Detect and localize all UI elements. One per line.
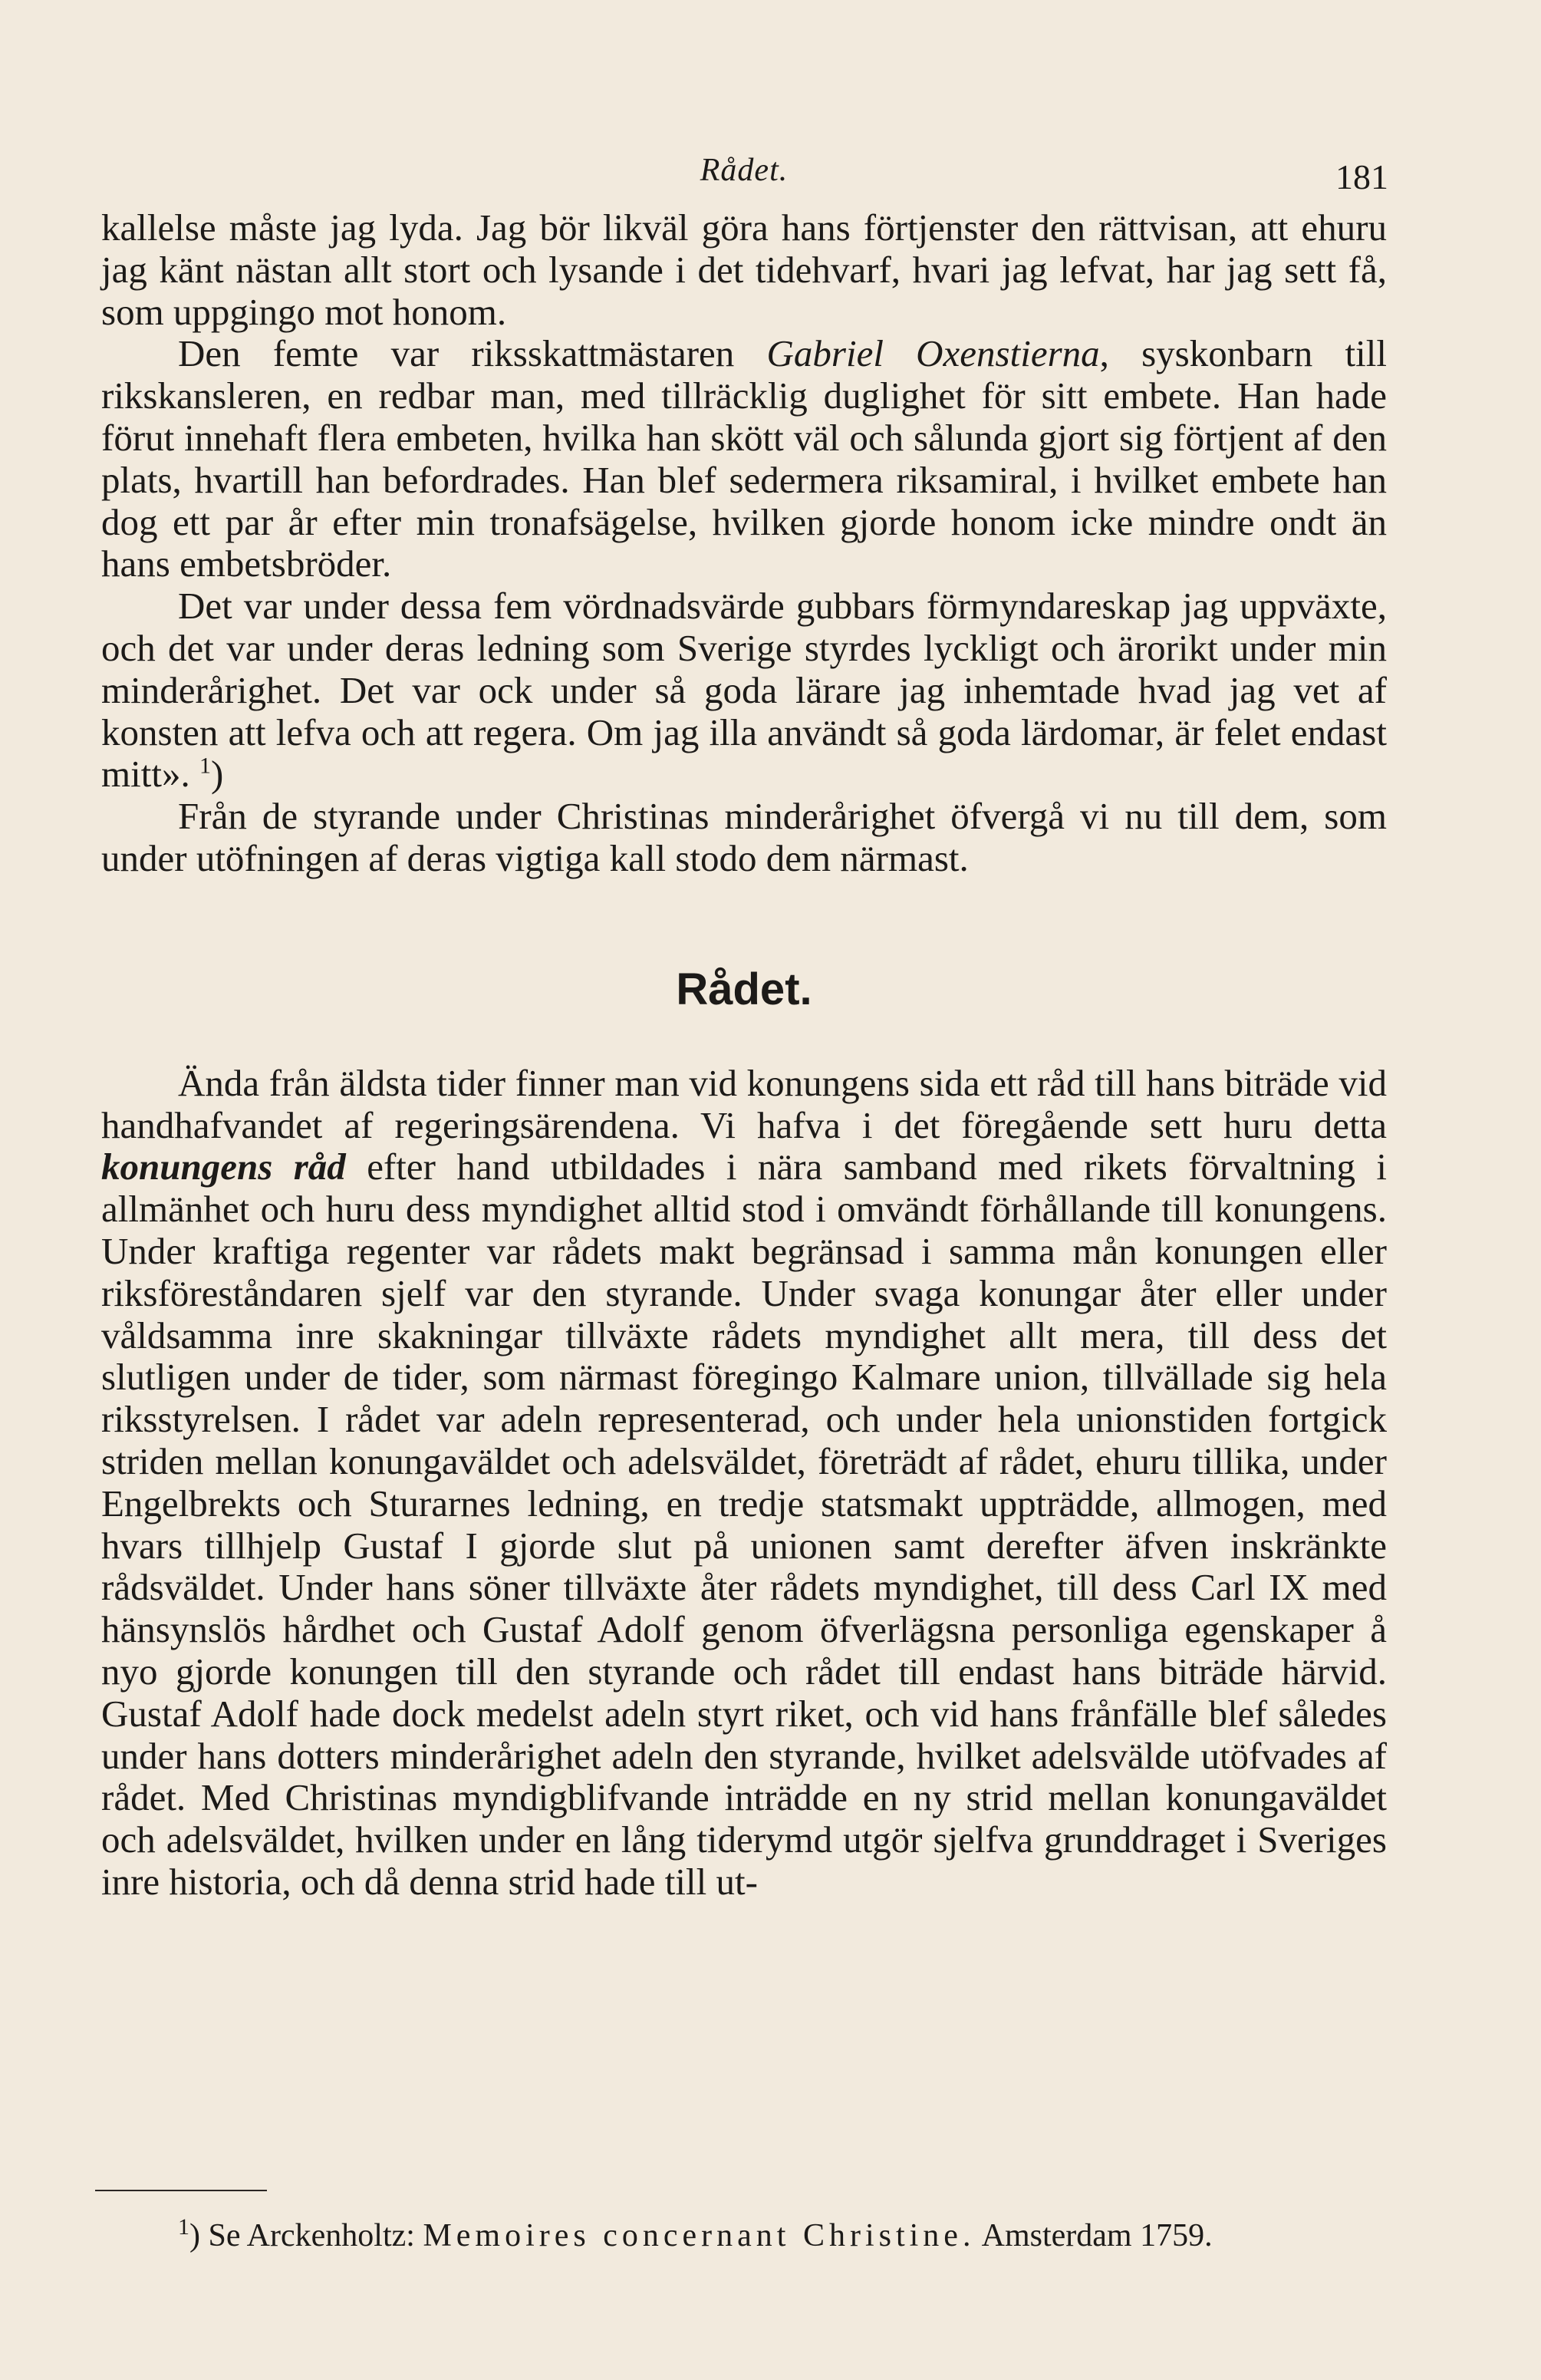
footnote-marker: 1 bbox=[178, 2214, 189, 2240]
paragraph-text: efter hand utbildades i nära samband med rikets förvaltning i allmänhet och huru dess myndighet alltid stod i omvändt förhållande till konungens. Under kraftiga regenter var rådets makt begränsad i samma mån konungen eller riksföreståndaren sjelf var den styrande. Under svaga konungar åter eller under våldsamma inre skakningar tillväxte rådets myndighet allt mera, till dess det slutligen under de tider, som närmast föregingo Kalmare union, tillvällade sig hela riksstyrelsen. I rådet var adeln representerad, och under hela unionstiden fortgick striden mellan konungaväldet och adelsväldet, företrädt af rådet, ehuru tillika, under Engelbrekts och Sturarnes ledning, en tredje statsmakt uppträdde, allmogen, med hvars tillhjelp Gustaf I gjorde slut på unionen samt derefter äfven inskränkte rådsväldet. Under hans söner tillväxte åter rådets myndighet, till dess Carl IX med hänsynslös hårdhet och Gustaf Adolf genom öfverlägsna personliga egenskaper å nyo gjorde konungen till den styrande och rådet till endast hans biträde härvid. Gustaf Adolf hade dock medelst adeln styrt riket, och vid hans frånfälle blef således under hans dotters minderårighet adeln den styrande, hvilket adelsvälde utöfvades af rådet. Med Christinas myndigblifvande inträdde en ny strid mellan konungaväldet och adelsväldet, hvilken under en lång tiderymd utgör sjelfva grunddraget i Sveriges inre historia, och då denna strid hade till ut- bbox=[101, 1145, 1387, 1903]
paragraph bbox=[101, 207, 1387, 333]
section-heading: Rådet. bbox=[676, 964, 812, 1014]
footnote-paren: ) bbox=[189, 2218, 200, 2253]
footnote bbox=[178, 2216, 1390, 2256]
footnote-rule bbox=[95, 2190, 267, 2191]
paragraphs-top bbox=[101, 207, 1387, 880]
footnote-suffix: Amsterdam 1759. bbox=[975, 2218, 1213, 2253]
paragraph-text: Från de styrande under Christinas minderårighet öfvergå vi nu till dem, som under utöfningen af deras vigtiga kall stodo dem närmast. bbox=[101, 795, 1387, 879]
footnote-title: Memoires concernant Christine. bbox=[423, 2218, 976, 2253]
paragraph-text: ) bbox=[210, 753, 224, 796]
paragraph bbox=[101, 796, 1387, 880]
emphasized-term: konungens råd bbox=[101, 1145, 346, 1188]
paragraph bbox=[101, 333, 1387, 585]
footnote-prefix: Se Arckenholtz: bbox=[208, 2218, 423, 2253]
paragraph-text: Den femte var riksskattmästaren bbox=[178, 332, 767, 375]
page-header bbox=[100, 146, 1388, 207]
paragraph bbox=[101, 1063, 1387, 1904]
paragraph-text: Ända från äldsta tider finner man vid konungens sida ett råd till hans biträde vid handhafvandet af regeringsärendena. Vi hafva i det föregående sett huru detta bbox=[101, 1061, 1387, 1146]
italic-name: Gabriel Oxenstierna bbox=[766, 332, 1100, 375]
paragraph-text: , syskonbarn till rikskansleren, en redbar man, med tillräcklig duglighet för sitt embete. Han hade förut innehaft flera embeten, hvilka han skött väl och sålunda gjort sig förtjent af den plats, hvartill han befordrades. Han blef sedermera riksamiral, i hvilket embete han dog ett par år efter min tronafsägelse, hvilken gjorde honom icke mindre ondt än hans embetsbröder. bbox=[101, 332, 1387, 585]
paragraphs-bottom bbox=[101, 1063, 1387, 1904]
paragraph bbox=[101, 585, 1387, 796]
footnote-reference: 1 bbox=[199, 753, 211, 780]
page-number: 181 bbox=[1335, 157, 1388, 196]
paragraph-text: Det var under dessa fem vördnadsvärde gubbars förmyndareskap jag uppväxte, och det var under deras ledning som Sverige styrdes lyckligt och ärorikt under min minderårighet. Det var ock under så goda lärare jag inhemtade hvad jag vet af konsten att lefva och att regera. Om jag illa användt så goda lärdomar, är felet endast mitt». bbox=[101, 585, 1387, 796]
body-text bbox=[101, 207, 1387, 1904]
running-title: Rådet. bbox=[700, 153, 789, 188]
paragraph-text: kallelse måste jag lyda. Jag bör likväl göra hans förtjenster den rättvisan, att ehuru jag känt nästan allt stort och lysande i det tidehvarf, hvari jag lefvat, har jag sett få, som uppgingo mot honom. bbox=[101, 206, 1387, 333]
